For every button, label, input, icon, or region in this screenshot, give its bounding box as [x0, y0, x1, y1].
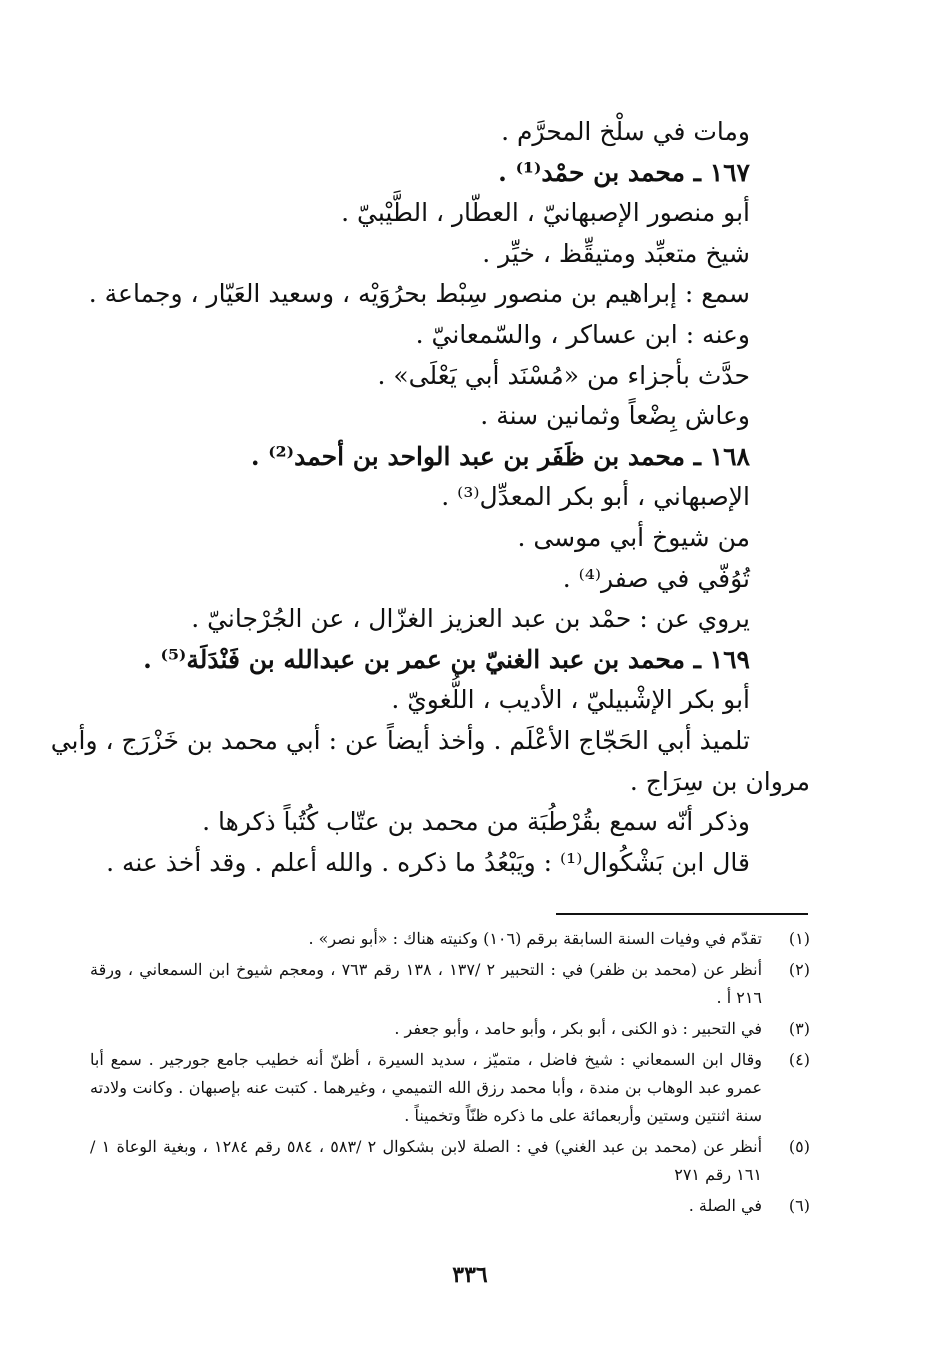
- footnote: [90, 925, 810, 953]
- text-line: حدَّث بأجزاء من «مُسْنَد أبي يَعْلَى» .: [377, 360, 750, 390]
- text-line: وعاش بِضْعاً وثمانين سنة .: [480, 401, 750, 431]
- footnote-divider: [556, 913, 808, 915]
- text-line: من شيوخ أبي موسى .: [517, 522, 750, 552]
- footnote-text: أنظر عن (محمد بن عبد الغني) في : الصلة لابن بشكوال ٢ /٥٨٣ ، ٥٨٤ رقم ١٢٨٤ ، وبغية الوعاة ١ /١٦١ رقم ٢٧١: [90, 1137, 763, 1184]
- footnote: [90, 1046, 810, 1130]
- text-line: تُوُفّي في صفر⁽⁴⁾ .: [562, 563, 750, 593]
- footnote: [90, 1015, 810, 1043]
- text-line: قال ابن بَشْكُوال⁽¹⁾ : ويَبْعُدُ ما ذكره . والله أعلم . وقد أخذ عنه .: [106, 847, 750, 877]
- footnote-text: في التحبير : ذو الكنى ، أبو بكر ، وأبو حامد ، وأبو جعفر .: [394, 1019, 762, 1038]
- entry-heading-169: ١٦٩ ـ محمد بن عبد الغنيّ بن عمر بن عبدالله بن فَنْدَلَة⁽⁵⁾ .: [143, 644, 750, 674]
- footnotes: [90, 925, 810, 1223]
- footnote: [90, 1192, 810, 1220]
- text-line: شيخ متعبِّد ومتيقِّظ ، خيِّر .: [482, 238, 750, 268]
- footnote-number: (١): [788, 929, 810, 948]
- footnote-text: أنظر عن (محمد بن ظفر) في : التحبير ٢ /١٣٧ ، ١٣٨ رقم ٧٦٣ ، ومعجم شيوخ ابن السمعاني ، ورقة ٢١٦ أ .: [90, 960, 763, 1007]
- text-line: وذكر أنّه سمع بقُرْطُبَة من محمد بن عتّاب كُتُباً ذكرها .: [202, 807, 750, 837]
- page-number: ٣٣٦: [452, 1262, 488, 1288]
- footnote-number: (٣): [788, 1019, 810, 1038]
- footnote-number: (٤): [788, 1050, 810, 1069]
- text-line: الإصبهاني ، أبو بكر المعدِّل⁽³⁾ .: [441, 482, 750, 512]
- text-line: سمع : إبراهيم بن منصور سِبْط بحرُوَيْه ، وسعيد العَيّار ، وجماعة .: [88, 279, 750, 309]
- text-line: ومات في سلْخ المحرَّم .: [501, 117, 750, 146]
- footnote-text: في الصلة .: [688, 1196, 762, 1215]
- footnote: [90, 1133, 810, 1189]
- footnote-number: (٦): [788, 1196, 810, 1215]
- text-line: أبو بكر الإشْبيليّ ، الأديب ، اللُّغويّ .: [391, 685, 750, 715]
- text-line: أبو منصور الإصبهانيّ ، العطّار ، الطَّيْبيّ .: [341, 198, 750, 228]
- footnote-number: (٥): [788, 1137, 810, 1156]
- main-text: [50, 112, 810, 883]
- text-line: تلميذ أبي الحَجّاج الأعْلَم . وأخذ أيضاً عن : أبي محمد بن خَزْرَج ، وأبي: [50, 725, 750, 755]
- entry-heading-167: ١٦٧ ـ محمد بن حمْد⁽¹⁾ .: [498, 157, 750, 187]
- text-line: وعنه : ابن عساكر ، والسّمعانيّ .: [415, 319, 750, 349]
- footnote: [90, 956, 810, 1012]
- text-line: مروان بن سِرَاج .: [629, 766, 810, 796]
- footnote-text: تقدّم في وفيات السنة السابقة برقم (١٠٦) وكنيته هناك : «أبو نصر» .: [308, 929, 762, 948]
- footnote-text: وقال ابن السمعاني : شيخ فاضل ، متميّز ، سديد السيرة ، أظنّ أنه خطيب جامع جورجير . سمع أبا عمرو عبد الوهاب بن مندة ، وأبا محمد رزق الله التميمي ، وغيرهما . كتبت عنه بإصبهان . وكانت ولادته سنة اثنتين وستين وأربعمائة على ما ذكره ظنّاً وتخميناً .: [90, 1050, 762, 1125]
- entry-heading-168: ١٦٨ ـ محمد بن ظَفَر بن عبد الواحد بن أحمد⁽²⁾ .: [250, 441, 750, 471]
- text-line: يروي عن : حمْد بن عبد العزيز الغزّال ، عن الجُرْجانيّ .: [191, 604, 750, 634]
- footnote-number: (٢): [788, 960, 810, 979]
